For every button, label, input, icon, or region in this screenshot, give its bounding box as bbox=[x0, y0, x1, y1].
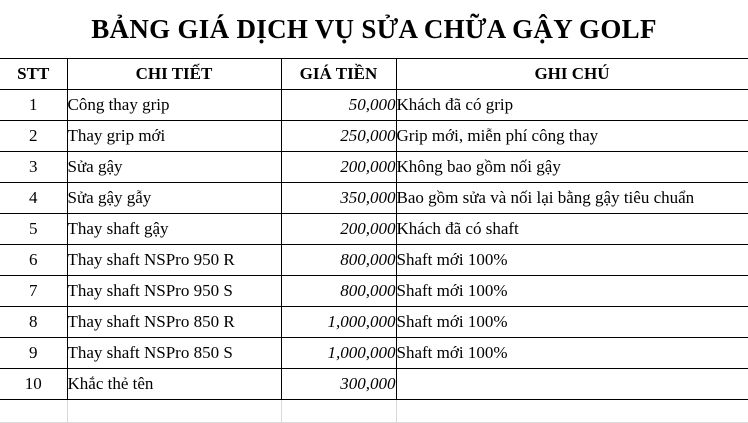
cell-price[interactable]: 1,000,000 bbox=[281, 338, 396, 369]
cell-note[interactable]: Khách đã có shaft bbox=[396, 214, 748, 245]
cell-price[interactable]: 250,000 bbox=[281, 121, 396, 152]
empty-cell[interactable] bbox=[281, 400, 396, 423]
cell-stt[interactable]: 2 bbox=[0, 121, 67, 152]
header-row bbox=[0, 59, 748, 90]
cell-stt[interactable]: 6 bbox=[0, 245, 67, 276]
cell-stt[interactable]: 5 bbox=[0, 214, 67, 245]
empty-row bbox=[0, 400, 748, 423]
cell-detail[interactable]: Công thay grip bbox=[67, 90, 281, 121]
price-table bbox=[0, 58, 748, 423]
page-title[interactable]: BẢNG GIÁ DỊCH VỤ SỬA CHỮA GẬY GOLF bbox=[0, 0, 748, 58]
cell-detail[interactable]: Sửa gậy bbox=[67, 152, 281, 183]
cell-detail[interactable]: Thay shaft gậy bbox=[67, 214, 281, 245]
table-row bbox=[0, 369, 748, 400]
header-stt[interactable]: STT bbox=[0, 59, 67, 90]
cell-note[interactable]: Shaft mới 100% bbox=[396, 338, 748, 369]
table-row bbox=[0, 338, 748, 369]
cell-stt[interactable]: 9 bbox=[0, 338, 67, 369]
table-row bbox=[0, 183, 748, 214]
cell-note[interactable]: Shaft mới 100% bbox=[396, 276, 748, 307]
cell-stt[interactable]: 4 bbox=[0, 183, 67, 214]
cell-price[interactable]: 300,000 bbox=[281, 369, 396, 400]
empty-cell[interactable] bbox=[396, 400, 748, 423]
cell-detail[interactable]: Thay shaft NSPro 950 R bbox=[67, 245, 281, 276]
table-row bbox=[0, 152, 748, 183]
table-row bbox=[0, 90, 748, 121]
cell-note[interactable]: Không bao gồm nối gậy bbox=[396, 152, 748, 183]
cell-note[interactable]: Shaft mới 100% bbox=[396, 307, 748, 338]
cell-detail[interactable]: Thay shaft NSPro 850 S bbox=[67, 338, 281, 369]
empty-cell[interactable] bbox=[67, 400, 281, 423]
header-price[interactable]: GIÁ TIỀN bbox=[281, 59, 396, 90]
cell-price[interactable]: 800,000 bbox=[281, 245, 396, 276]
cell-note[interactable]: Khách đã có grip bbox=[396, 90, 748, 121]
cell-note[interactable]: Shaft mới 100% bbox=[396, 245, 748, 276]
cell-price[interactable]: 350,000 bbox=[281, 183, 396, 214]
cell-note[interactable]: Grip mới, miễn phí công thay bbox=[396, 121, 748, 152]
table-row bbox=[0, 121, 748, 152]
cell-price[interactable]: 50,000 bbox=[281, 90, 396, 121]
cell-detail[interactable]: Thay shaft NSPro 850 R bbox=[67, 307, 281, 338]
cell-price[interactable]: 1,000,000 bbox=[281, 307, 396, 338]
cell-price[interactable]: 200,000 bbox=[281, 214, 396, 245]
table-row bbox=[0, 214, 748, 245]
cell-note[interactable] bbox=[396, 369, 748, 400]
cell-price[interactable]: 800,000 bbox=[281, 276, 396, 307]
cell-detail[interactable]: Thay grip mới bbox=[67, 121, 281, 152]
table-row bbox=[0, 245, 748, 276]
header-note[interactable]: GHI CHÚ bbox=[396, 59, 748, 90]
cell-note[interactable]: Bao gồm sửa và nối lại bằng gậy tiêu chuẩn bbox=[396, 183, 748, 214]
header-detail[interactable]: CHI TIẾT bbox=[67, 59, 281, 90]
cell-stt[interactable]: 7 bbox=[0, 276, 67, 307]
empty-cell[interactable] bbox=[0, 400, 67, 423]
cell-stt[interactable]: 8 bbox=[0, 307, 67, 338]
cell-detail[interactable]: Sửa gậy gẫy bbox=[67, 183, 281, 214]
cell-stt[interactable]: 3 bbox=[0, 152, 67, 183]
cell-price[interactable]: 200,000 bbox=[281, 152, 396, 183]
cell-detail[interactable]: Khắc thẻ tên bbox=[67, 369, 281, 400]
cell-stt[interactable]: 10 bbox=[0, 369, 67, 400]
cell-stt[interactable]: 1 bbox=[0, 90, 67, 121]
table-row bbox=[0, 307, 748, 338]
cell-detail[interactable]: Thay shaft NSPro 950 S bbox=[67, 276, 281, 307]
table-row bbox=[0, 276, 748, 307]
